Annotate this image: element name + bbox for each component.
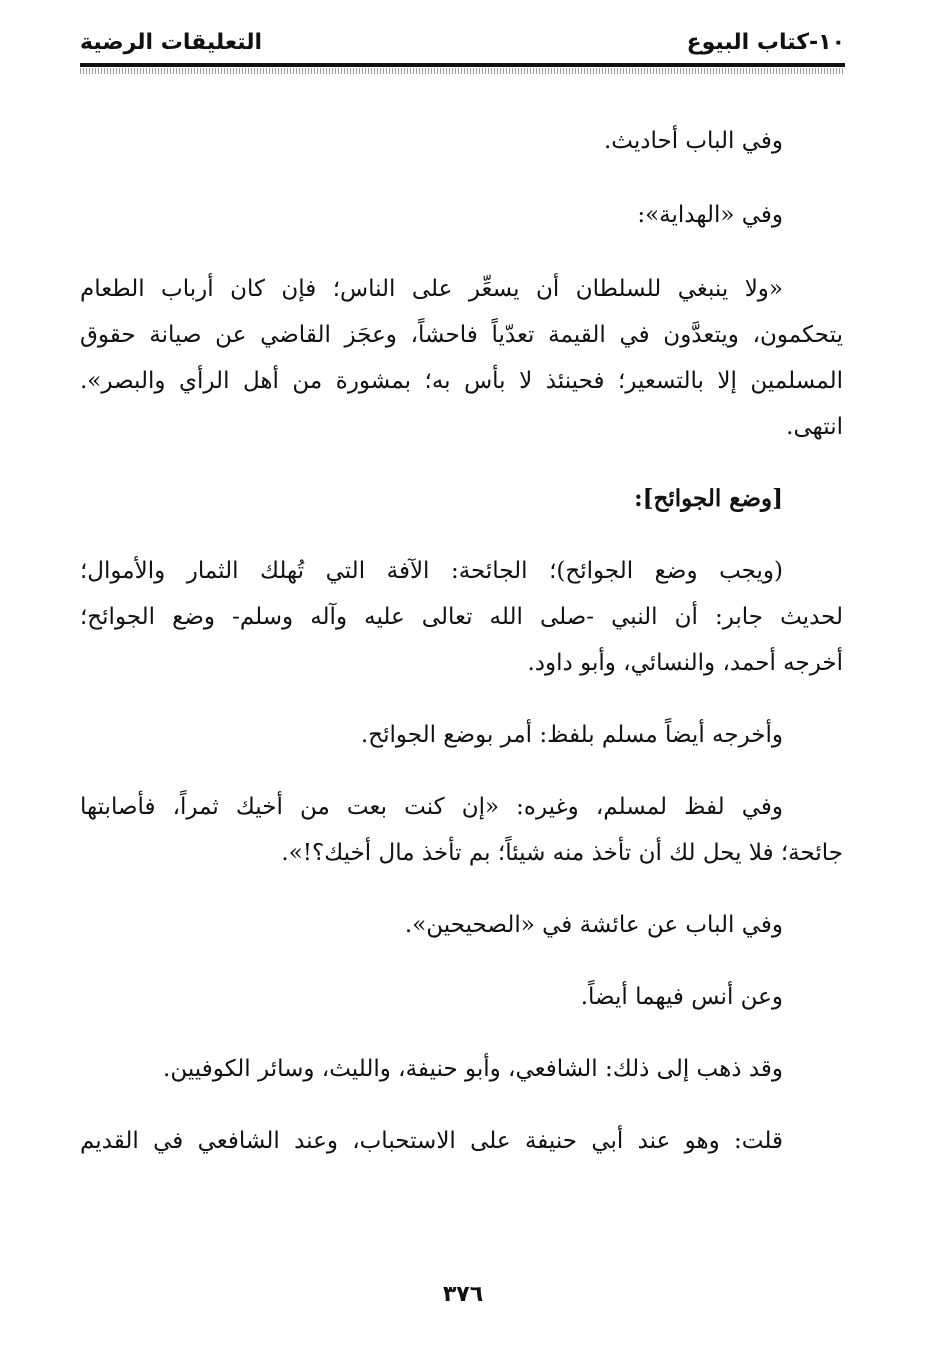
text-line: وقد ذهب إلى ذلك: الشافعي، وأبو حنيفة، والليث، وسائر الكوفيين.	[163, 1056, 783, 1082]
book-title: التعليقات الرضية	[80, 30, 263, 55]
text-line: انتهى.	[786, 414, 843, 440]
text-line: وفي «الهداية»:	[637, 202, 783, 228]
page-header	[80, 28, 845, 64]
page-body	[80, 118, 843, 1164]
text-line: أخرجه أحمد، والنسائي، وأبو داود.	[527, 650, 843, 676]
paragraph	[80, 974, 843, 1020]
header-rule-shade	[80, 68, 845, 74]
text-line: يتحكمون، ويتعدَّون في القيمة تعدّياً فاحشاً، وعجَز القاضي عن صيانة حقوق	[80, 322, 843, 348]
paragraph	[80, 784, 843, 876]
paragraph	[80, 548, 843, 686]
chapter-title: ١٠-كتاب البيوع	[686, 30, 845, 55]
quote-paragraph	[80, 266, 843, 450]
text-line: وفي لفظ لمسلم، وغيره: «إن كنت بعت من أخيك ثمراً، فأصابتها	[80, 794, 783, 820]
page-number: ٣٧٦	[442, 1282, 484, 1307]
text-line: وأخرجه أيضاً مسلم بلفظ: أمر بوضع الجوائح.	[360, 722, 783, 748]
paragraph	[80, 902, 843, 948]
paragraph	[80, 1046, 843, 1092]
header-rule	[80, 63, 845, 67]
section-heading	[80, 476, 843, 522]
text-line: المسلمين إلا بالتسعير؛ فحينئذ لا بأس به؛ بمشورة من أهل الرأي والبصر».	[80, 368, 843, 394]
paragraph	[80, 118, 843, 164]
text-line: وفي الباب عن عائشة في «الصحيحين».	[404, 912, 783, 938]
text-line: وعن أنس فيهما أيضاً.	[580, 984, 783, 1010]
text-line: قلت: وهو عند أبي حنيفة على الاستحباب، وعند الشافعي في القديم	[80, 1128, 783, 1154]
text-line: «ولا ينبغي للسلطان أن يسعِّر على الناس؛ فإن كان أرباب الطعام	[80, 276, 783, 302]
paragraph	[80, 192, 843, 238]
text-line: وفي الباب أحاديث.	[603, 128, 783, 154]
text-line: لحديث جابر: أن النبي -صلى الله تعالى عليه وآله وسلم- وضع الجوائح؛	[80, 604, 843, 630]
text-line: [وضع الجوائح]:	[634, 485, 783, 512]
paragraph	[80, 1118, 843, 1164]
text-line: جائحة؛ فلا يحل لك أن تأخذ منه شيئاً؛ بم تأخذ مال أخيك؟!».	[281, 840, 843, 866]
text-line: (ويجب وضع الجوائح)؛ الجائحة: الآفة التي تُهلك الثمار والأموال؛	[80, 558, 783, 584]
paragraph	[80, 712, 843, 758]
